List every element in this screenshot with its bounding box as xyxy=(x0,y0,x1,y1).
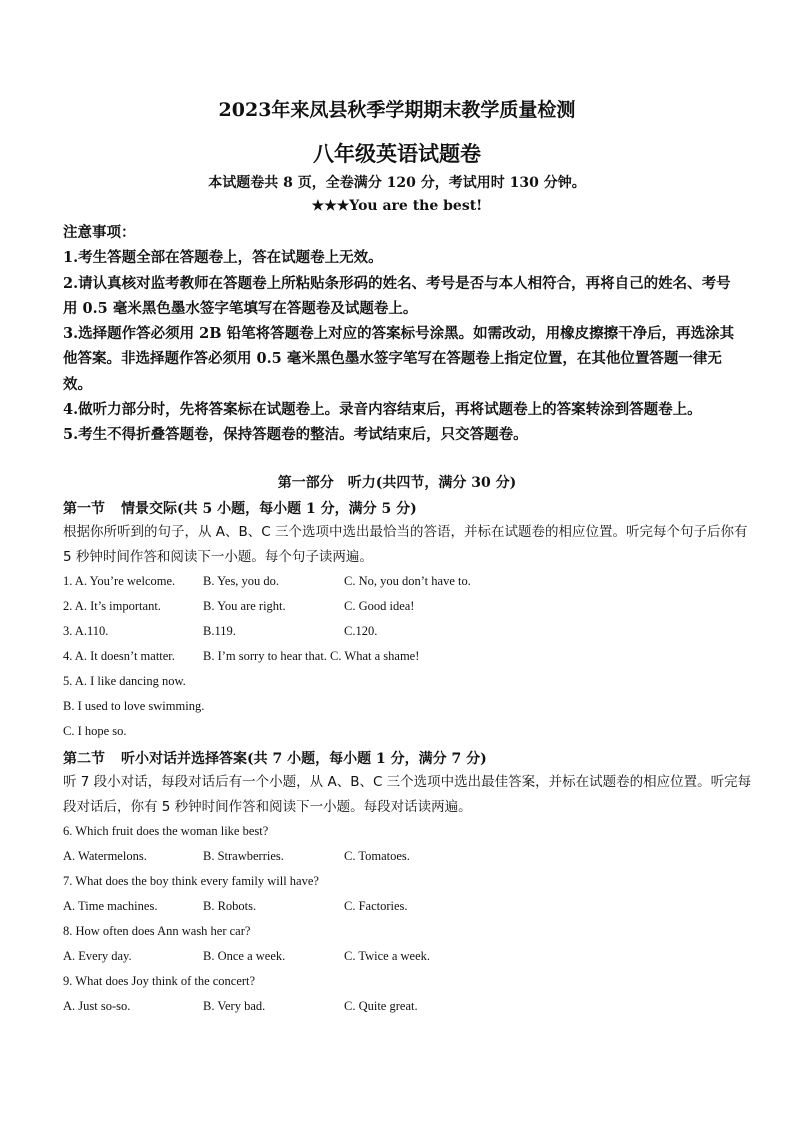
option-b: B. I’m sorry to hear that. C. What a shame! xyxy=(203,649,420,663)
option-c: C. Tomatoes. xyxy=(344,849,410,863)
notes-block xyxy=(63,220,743,448)
section1-title: 情景交际(共 5 小题，每小题 1 分，满分 5 分) xyxy=(121,501,417,517)
option-c: C.120. xyxy=(344,624,378,638)
note-item-3: 3.选择题作答必须用 2B 铅笔将答题卷上对应的答案标号涂黑。如需改动，用橡皮擦擦干净后，再选涂其他答案。非选择题作答必须用 0.5 毫米黑色墨水签字笔写在答题卷上指定位置，在其他位置答题一律无效。 xyxy=(63,325,735,393)
option-b: B. Yes, you do. xyxy=(203,574,280,588)
exam-motto: ★★★You are the best! xyxy=(311,198,483,214)
option-a: A. Time machines. xyxy=(63,899,158,913)
note-item-4: 4.做听力部分时，先将答案标在试题卷上。录音内容结束后，再将试题卷上的答案转涂到答题卷上。 xyxy=(63,401,702,419)
option-a: 2. A. It’s important. xyxy=(63,599,161,613)
exam-subtitle: 八年级英语试题卷 xyxy=(313,141,481,166)
option-a: A. Just so-so. xyxy=(63,999,131,1013)
option-b: B.119. xyxy=(203,624,236,638)
option-c: C. Quite great. xyxy=(344,999,418,1013)
section2-heading xyxy=(63,748,487,768)
option-c: C. I hope so. xyxy=(63,724,127,738)
section1-number: 第一节 xyxy=(63,501,105,517)
option-c: C. No, you don’t have to. xyxy=(344,574,471,588)
note-item-2: 2.请认真核对监考教师在答题卷上所粘贴条形码的姓名、考号是否与本人相符合，再将自己的姓名、考号用 0.5 毫米黑色墨水签字笔填写在答题卷及试题卷上。 xyxy=(63,274,731,317)
section2-instruction: 听 7 段小对话，每段对话后有一个小题，从 A、B、C 三个选项中选出最佳答案，并标在试题卷的相应位置。听完每段对话后，你有 5 秒钟时间作答和阅读下一小题。每段对话读两遍。 xyxy=(63,774,752,815)
note-item-1: 1.考生答题全部在答题卷上，答在试题卷上无效。 xyxy=(63,249,383,267)
question-text: 6. Which fruit does the woman like best? xyxy=(63,824,269,838)
option-b: B. Robots. xyxy=(203,899,257,913)
option-c: C. Factories. xyxy=(344,899,408,913)
part1-heading: 第一部分 听力(共四节，满分 30 分) xyxy=(277,475,517,491)
option-a: 1. A. You’re welcome. xyxy=(63,574,176,588)
section2-title: 听小对话并选择答案(共 7 小题，每小题 1 分，满分 7 分) xyxy=(121,751,487,767)
option-b: B. Once a week. xyxy=(203,949,286,963)
section1-instruction: 根据你所听到的句子，从 A、B、C 三个选项中选出最恰当的答语，并标在试题卷的相应位置。听完每个句子后你有 5 秒钟时间作答和阅读下一小题。每个句子读两遍。 xyxy=(63,524,748,565)
exam-title: 2023年来凤县秋季学期期末教学质量检测 xyxy=(218,99,576,121)
option-c: C. Twice a week. xyxy=(344,949,431,963)
option-a: 3. A.110. xyxy=(63,624,109,638)
option-b: B. You are right. xyxy=(203,599,286,613)
option-a: 4. A. It doesn’t matter. xyxy=(63,649,175,663)
exam-info: 本试题卷共 8 页，全卷满分 120 分，考试用时 130 分钟。 xyxy=(208,175,586,191)
section2-number: 第二节 xyxy=(63,751,105,767)
note-item-5: 5.考生不得折叠答题卷，保持答题卷的整洁。考试结束后，只交答题卷。 xyxy=(63,426,528,444)
section1-heading xyxy=(63,498,417,518)
option-b: B. Strawberries. xyxy=(203,849,284,863)
option-b: B. Very bad. xyxy=(203,999,266,1013)
notes-heading: 注意事项： xyxy=(63,224,136,241)
option-b: B. I used to love swimming. xyxy=(63,699,205,713)
option-a: 5. A. I like dancing now. xyxy=(63,674,186,688)
question-text: 9. What does Joy think of the concert? xyxy=(63,974,256,988)
option-a: A. Every day. xyxy=(63,949,132,963)
question-text: 8. How often does Ann wash her car? xyxy=(63,924,251,938)
question-text: 7. What does the boy think every family will have? xyxy=(63,874,319,888)
option-a: A. Watermelons. xyxy=(63,849,147,863)
option-c: C. Good idea! xyxy=(344,599,415,613)
